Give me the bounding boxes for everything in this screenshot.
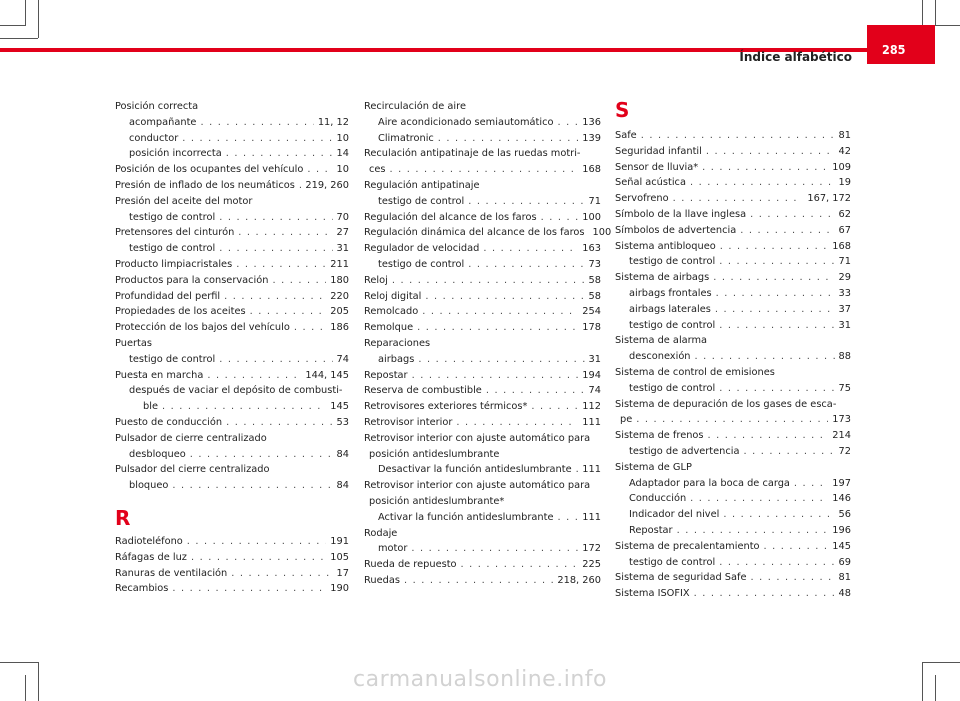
crop-mark xyxy=(935,0,936,26)
index-entry: desconexión . . . 88 xyxy=(615,349,851,365)
index-heading: Pulsador del cierre centralizado xyxy=(115,464,270,476)
index-entry: Presión de inflado de los neumáticos . . . 219, 260 xyxy=(115,178,349,194)
index-entry: Aire acondicionado semiautomático . . . 136 xyxy=(364,115,601,131)
index-entry: airbags frontales . . . 33 xyxy=(615,286,851,302)
index-entry: Sistema ISOFIX . . . 48 xyxy=(615,586,851,602)
index-entry: Profundidad del perfil . . . 220 xyxy=(115,289,349,305)
index-entry: Regulador de velocidad . . . 163 xyxy=(364,241,601,257)
index-entry: conductor . . . 10 xyxy=(115,131,349,147)
index-heading: Retrovisor interior con ajuste automático para xyxy=(364,432,591,444)
index-heading: Reparaciones xyxy=(364,337,431,349)
index-entry: ces . . . 168 xyxy=(364,162,601,178)
index-entry: Ranuras de ventilación . . . 17 xyxy=(115,566,349,582)
index-entry: Producto limpiacristales . . . 211 xyxy=(115,257,349,273)
index-entry: testigo de control . . . 71 xyxy=(364,194,601,210)
crop-mark xyxy=(25,0,26,26)
index-entry: Radioteléfono . . . 191 xyxy=(115,534,349,550)
index-entry: testigo de advertencia . . . 72 xyxy=(615,444,851,460)
index-entry: testigo de control . . . 31 xyxy=(615,318,851,334)
index-entry: desbloqueo . . . 84 xyxy=(115,447,349,463)
index-heading: Sistema de GLP xyxy=(615,461,692,473)
index-entry: Regulación dinámica del alcance de los faros 100 xyxy=(364,227,612,239)
index-heading: Recirculación de aire xyxy=(364,101,466,112)
index-entry: Pretensores del cinturón . . . 27 xyxy=(115,225,349,241)
section-letter-r: R xyxy=(115,505,131,530)
index-heading: posición antideslumbrante* xyxy=(369,495,505,507)
index-column-2 xyxy=(364,99,612,589)
crop-mark xyxy=(0,38,38,39)
index-entry: posición incorrecta . . . 14 xyxy=(115,146,349,162)
index-entry: airbags laterales . . . 37 xyxy=(615,302,851,318)
index-entry: testigo de control . . . 70 xyxy=(115,210,349,226)
crop-mark xyxy=(0,662,38,663)
index-heading: Presión del aceite del motor xyxy=(115,195,253,207)
index-entry: Regulación del alcance de los faros . . . 100 xyxy=(364,210,601,226)
index-entry: Productos para la conservación . . . 180 xyxy=(115,273,349,289)
index-entry: ble . . . 145 xyxy=(115,399,349,415)
index-entry: Señal acústica . . . 19 xyxy=(615,175,851,191)
index-entry: Seguridad infantil . . . 42 xyxy=(615,144,851,160)
index-entry: Sensor de lluvia* . . . 109 xyxy=(615,160,851,176)
index-entry: Sistema de frenos . . . 214 xyxy=(615,428,851,444)
index-entry: bloqueo . . . 84 xyxy=(115,478,349,494)
crop-mark xyxy=(922,662,960,663)
index-entry: Sistema de airbags . . . 29 xyxy=(615,270,851,286)
index-column-3 xyxy=(615,99,851,602)
crop-mark xyxy=(38,0,39,38)
page-number: 285 xyxy=(882,42,906,57)
index-heading: Posición correcta xyxy=(115,101,199,112)
index-heading: Rodaje xyxy=(364,527,398,539)
index-entry: Puesto de conducción . . . 53 xyxy=(115,415,349,431)
index-entry: Propiedades de los aceites . . . 205 xyxy=(115,304,349,320)
watermark: carmanualsonline.info xyxy=(353,667,607,692)
index-entry: Repostar . . . 194 xyxy=(364,368,601,384)
index-entry: testigo de control . . . 73 xyxy=(364,257,601,273)
index-heading: Sistema de depuración de los gases de esca- xyxy=(615,398,837,410)
page-title: Índice alfabético xyxy=(739,50,852,64)
index-entry: Recambios . . . 190 xyxy=(115,581,349,597)
index-entry: Sistema de precalentamiento . . . 145 xyxy=(615,539,851,555)
index-entry: Reserva de combustible . . . 74 xyxy=(364,383,601,399)
index-heading: Sistema de control de emisiones xyxy=(615,366,775,378)
index-entry: motor . . . 172 xyxy=(364,541,601,557)
index-entry: Repostar . . . 196 xyxy=(615,523,851,539)
index-entry: Retrovisores exteriores térmicos* . . . 112 xyxy=(364,399,601,415)
index-entry: testigo de control . . . 75 xyxy=(615,381,851,397)
index-entry: Retrovisor interior . . . 111 xyxy=(364,415,601,431)
index-heading: Sistema de alarma xyxy=(615,335,708,347)
index-heading: Pulsador de cierre centralizado xyxy=(115,432,267,444)
index-entry: Servofreno . . . 167, 172 xyxy=(615,191,851,207)
index-entry: Climatronic . . . 139 xyxy=(364,131,601,147)
index-entry: Puesta en marcha . . . 144, 145 xyxy=(115,368,349,384)
index-entry: Reloj . . . 58 xyxy=(364,273,601,289)
index-heading: posición antideslumbrante xyxy=(369,448,500,460)
index-entry: Sistema de seguridad Safe . . . 81 xyxy=(615,570,851,586)
index-entry: Reloj digital . . . 58 xyxy=(364,289,601,305)
index-entry: Rueda de repuesto . . . 225 xyxy=(364,557,601,573)
index-entry: Conducción . . . 146 xyxy=(615,491,851,507)
index-entry: Remolque . . . 178 xyxy=(364,320,601,336)
index-entry: Remolcado . . . 254 xyxy=(364,304,601,320)
index-entry: airbags . . . 31 xyxy=(364,352,601,368)
index-entry: testigo de control . . . 74 xyxy=(115,352,349,368)
index-entry: Ruedas . . . 218, 260 xyxy=(364,573,601,589)
index-entry: Ráfagas de luz . . . 105 xyxy=(115,550,349,566)
index-subheading: después de vaciar el depósito de combusti- xyxy=(129,385,343,397)
index-heading: Puertas xyxy=(115,337,152,349)
section-letter-s: S xyxy=(615,98,630,122)
index-entry: Safe . . . 81 xyxy=(615,128,851,144)
index-entry: Símbolo de la llave inglesa . . . 62 xyxy=(615,207,851,223)
index-entry: acompañante . . . 11, 12 xyxy=(115,115,349,131)
index-entry: Posición de los ocupantes del vehículo . . . 10 xyxy=(115,162,349,178)
index-entry: testigo de control . . . 71 xyxy=(615,254,851,270)
index-heading: Regulación antipatinaje xyxy=(364,179,480,191)
index-column-1 xyxy=(115,99,349,597)
index-entry: testigo de control . . . 69 xyxy=(615,555,851,571)
index-entry: Sistema antibloqueo . . . 168 xyxy=(615,239,851,255)
index-entry: Símbolos de advertencia . . . 67 xyxy=(615,223,851,239)
index-entry: Adaptador para la boca de carga . . . 197 xyxy=(615,476,851,492)
index-entry: pe . . . 173 xyxy=(615,412,851,428)
index-heading: Retrovisor interior con ajuste automático para xyxy=(364,480,591,492)
index-heading: Reculación antipatinaje de las ruedas motri- xyxy=(364,148,581,160)
index-entry: Activar la función antideslumbrante . . . 111 xyxy=(364,510,601,526)
crop-mark xyxy=(0,25,26,26)
index-entry: Desactivar la función antideslumbrante . . . 111 xyxy=(364,462,601,478)
index-entry: testigo de control . . . 31 xyxy=(115,241,349,257)
index-entry: Protección de los bajos del vehículo . . . 186 xyxy=(115,320,349,336)
index-entry: Indicador del nivel . . . 56 xyxy=(615,507,851,523)
